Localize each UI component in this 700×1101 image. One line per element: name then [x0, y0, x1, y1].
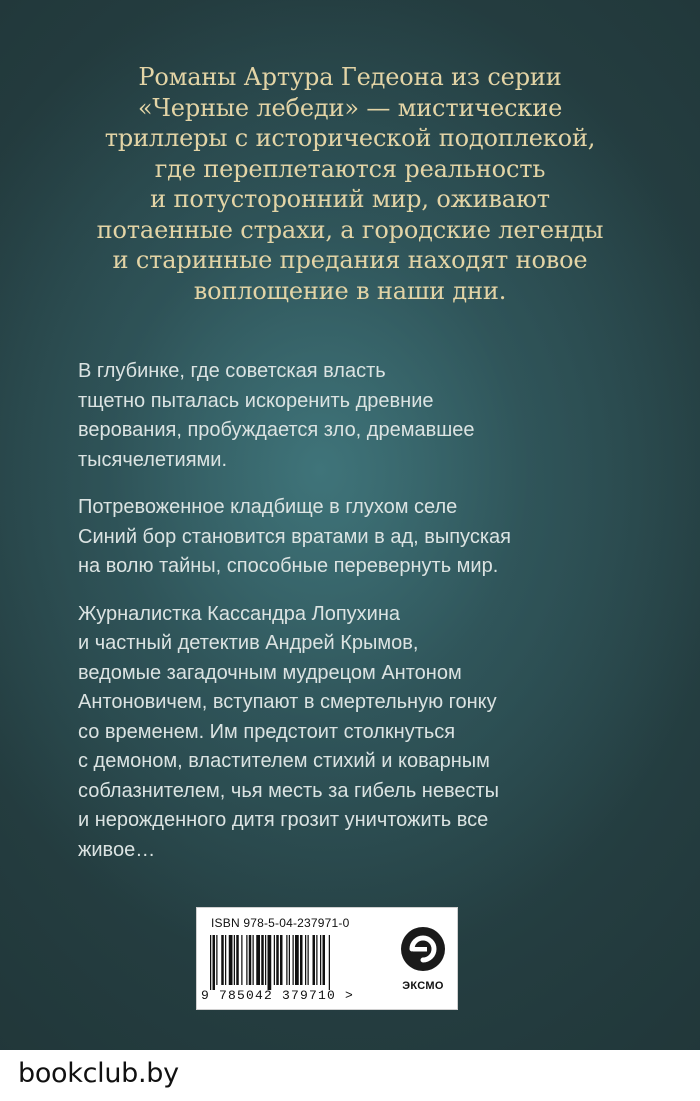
annotation-line: на волю тайны, способные перевернуть мир. — [78, 555, 499, 577]
series-description — [80, 62, 620, 306]
annotation-paragraph — [78, 493, 578, 582]
intro-line: воплощение в наши дни. — [193, 276, 507, 305]
barcode-icon — [209, 935, 384, 990]
annotation-line: Синий бор становится вратами в ад, выпуская — [78, 525, 511, 548]
publisher-label: ЭКСМО — [402, 980, 444, 992]
annotation-line: с демоном, властителем стихий и коварным — [78, 750, 490, 772]
annotation-line: и нерожденного дитя грозит уничтожить все — [78, 809, 489, 831]
book-annotation — [78, 357, 578, 883]
annotation-line: В глубинке, где советская власть — [78, 360, 386, 382]
annotation-line: тысячелетиями. — [78, 448, 228, 471]
annotation-line: ведомые загадочным мудрецом Антоном — [78, 661, 462, 684]
intro-line: и старинные предания находят новое — [112, 246, 588, 274]
intro-line: Романы Артура Гедеона из серии — [138, 63, 562, 91]
intro-line: триллеры с исторической подоплекой, — [104, 124, 596, 152]
annotation-line: тщетно пыталась искоренить древние — [78, 389, 434, 412]
annotation-line: Журналистка Кассандра Лопухина — [78, 602, 401, 625]
annotation-line: соблазнителем, чья месть за гибель невесты — [78, 779, 500, 802]
barcode-panel — [196, 907, 458, 1010]
annotation-line: живое… — [78, 838, 156, 861]
barcode-digits: 9 785042 379710 > — [201, 988, 355, 1003]
intro-line: потаенные страхи, а городские легенды — [96, 215, 604, 244]
isbn-label: ISBN 978-5-04-237971-0 — [211, 916, 350, 930]
annotation-paragraph — [78, 600, 578, 866]
intro-line: «Черные лебеди» — мистические — [137, 93, 563, 122]
intro-line: и потусторонний мир, оживают — [150, 185, 550, 213]
eksmo-logo-icon — [399, 925, 447, 973]
annotation-paragraph — [78, 357, 578, 475]
annotation-line: со временем. Им предстоит столкнуться — [78, 720, 456, 743]
intro-line: где переплетаются реальность — [154, 154, 546, 183]
annotation-line: верования, пробуждается зло, дремавшее — [78, 419, 475, 441]
site-watermark[interactable]: bookclub.by — [18, 1058, 179, 1089]
footer — [0, 1050, 700, 1101]
annotation-line: Антоновичем, вступают в смертельную гонку — [78, 691, 497, 713]
annotation-line: Потревоженное кладбище в глухом селе — [78, 496, 458, 518]
annotation-line: и частный детектив Андрей Крымов, — [78, 632, 419, 654]
